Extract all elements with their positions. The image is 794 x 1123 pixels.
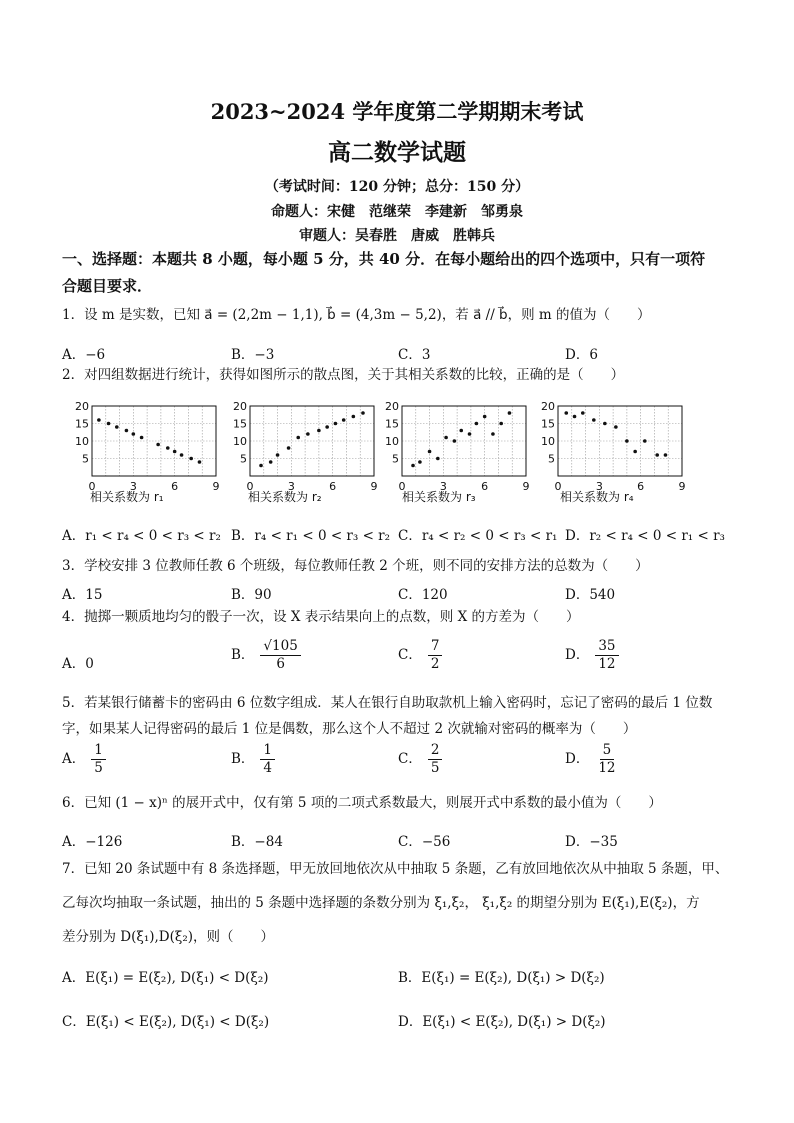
q5-option-d-den: 12 <box>598 760 616 776</box>
setters: 命题人：宋健 范继荣 李建新 邹勇泉 <box>271 204 523 220</box>
y-tick-label: 5 <box>240 452 247 466</box>
y-tick-label: 20 <box>541 400 555 413</box>
data-point <box>483 415 487 419</box>
q5-option-c-prefix: C． <box>398 751 422 767</box>
q1-option-a: A．−6 <box>62 347 106 363</box>
q1-option-d: D．6 <box>565 347 598 363</box>
data-point <box>296 436 300 440</box>
data-point <box>156 443 160 447</box>
data-point <box>361 411 365 415</box>
q5-line2: 字，如果某人记得密码的最后 1 位是偶数，那么这个人不超过 2 次就输对密码的概率为（ ） <box>62 721 637 737</box>
data-point <box>643 439 647 443</box>
chart-label-r1: 相关系数为 r₁ <box>90 490 164 504</box>
data-point <box>198 460 202 464</box>
q5-option-c <box>398 742 442 777</box>
y-tick-label: 20 <box>75 400 89 413</box>
chart-label-r3: 相关系数为 r₃ <box>402 490 476 504</box>
q5-option-d <box>565 742 619 777</box>
x-tick-label: 0 <box>246 480 254 493</box>
data-point <box>603 422 607 426</box>
y-tick-label: 15 <box>385 417 399 431</box>
q4-option-c <box>398 638 442 673</box>
q1-option-c: C．3 <box>398 347 431 363</box>
x-tick-label: 6 <box>637 480 645 493</box>
question-6: 6．已知 (1 − x)ⁿ 的展开式中，仅有第 5 项的二项式系数最大，则展开式中系数的最小值为（ ） <box>62 795 662 811</box>
x-tick-label: 6 <box>329 480 337 493</box>
x-tick-label: 6 <box>171 480 179 493</box>
data-point <box>655 453 659 457</box>
data-point <box>625 439 629 443</box>
y-tick-label: 5 <box>548 452 555 466</box>
data-point <box>325 425 329 429</box>
data-point <box>444 436 448 440</box>
q6-option-d: D．−35 <box>565 834 618 850</box>
q5-option-b-num: 1 <box>260 742 275 760</box>
q5-option-b-prefix: B． <box>231 751 255 767</box>
q6-option-c: C．−56 <box>398 834 451 850</box>
q4-option-b-prefix: B． <box>231 647 255 663</box>
q5-option-c-num: 2 <box>428 742 443 760</box>
data-point <box>189 457 193 461</box>
q4-option-a: A．0 <box>62 656 94 672</box>
question-2: 2．对四组数据进行统计，获得如图所示的散点图，关于其相关系数的比较，正确的是（ ） <box>62 367 625 383</box>
y-tick-label: 20 <box>233 400 247 413</box>
y-tick-label: 20 <box>385 400 399 413</box>
question-7 <box>62 852 752 954</box>
q7-option-a: A．E(ξ₁) = E(ξ₂), D(ξ₁) < D(ξ₂) <box>62 970 269 986</box>
question-5 <box>62 690 752 742</box>
data-point <box>180 453 184 457</box>
q5-line1: 5．若某银行储蓄卡的密码由 6 位数字组成．某人在银行自助取款机上输入密码时，忘记了密码的最后 1 位数 <box>62 695 713 711</box>
data-point <box>259 464 263 468</box>
data-point <box>573 415 577 419</box>
q4-option-c-prefix: C． <box>398 647 422 663</box>
q7-line2: 乙每次均抽取一条试题，抽出的 5 条题中选择题的条数分别为 ξ₁,ξ₂， ξ₁,ξ₂ 的期望分别为 E(ξ₁),E(ξ₂)，方 <box>62 895 700 911</box>
data-point <box>97 418 101 422</box>
q4-option-d-den: 12 <box>598 656 616 672</box>
q3-option-a: A．15 <box>62 587 103 603</box>
data-point <box>342 418 346 422</box>
y-tick-label: 10 <box>233 435 247 448</box>
q4-option-d-prefix: D． <box>565 647 590 663</box>
y-tick-label: 5 <box>82 452 89 466</box>
data-point <box>508 411 512 415</box>
data-point <box>334 422 338 426</box>
data-point <box>499 422 503 426</box>
data-point <box>592 418 596 422</box>
data-point <box>564 411 568 415</box>
q4-option-c-den: 2 <box>430 656 440 672</box>
q5-option-d-prefix: D． <box>565 751 590 767</box>
q5-option-a <box>62 742 106 777</box>
x-tick-label: 3 <box>129 480 137 493</box>
data-point <box>633 450 637 454</box>
section1-line1: 一、选择题：本题共 8 小题，每小题 5 分，共 40 分．在每小题给出的四个选项中，只有一项符 <box>62 250 706 268</box>
data-point <box>276 453 280 457</box>
data-point <box>115 425 119 429</box>
chart-label-r2: 相关系数为 r₂ <box>248 490 322 504</box>
data-point <box>125 429 129 433</box>
data-point <box>306 432 310 436</box>
y-tick-label: 15 <box>75 417 89 431</box>
data-point <box>459 429 463 433</box>
exam-subtitle: 高二数学试题 <box>328 139 466 166</box>
q2-option-a: A．r₁ < r₄ < 0 < r₃ < r₂ <box>62 528 221 544</box>
data-point <box>132 432 136 436</box>
question-1: 1．设 m 是实数，已知 a⃗ = (2,2m − 1,1), b⃗ = (4,3m − 5,2)，若 a⃗ // b⃗，则 m 的值为（ ） <box>62 307 651 323</box>
x-tick-label: 3 <box>287 480 295 493</box>
q7-option-d: D．E(ξ₁) < E(ξ₂), D(ξ₁) > D(ξ₂) <box>398 1014 606 1030</box>
x-tick-label: 0 <box>398 480 406 493</box>
x-tick-label: 3 <box>595 480 603 493</box>
q4-option-b-num: √105 <box>260 638 300 656</box>
section1-title <box>62 246 742 300</box>
y-tick-label: 10 <box>75 435 89 448</box>
q4-option-c-num: 7 <box>428 638 443 656</box>
section1-line2: 合题目要求． <box>62 277 153 295</box>
chart-label-r4: 相关系数为 r₄ <box>560 490 634 504</box>
exam-info: （考试时间：120 分钟；总分：150 分） <box>264 179 530 195</box>
data-point <box>475 422 479 426</box>
q4-option-d-num: 35 <box>595 638 618 656</box>
data-point <box>287 446 291 450</box>
x-tick-label: 9 <box>678 480 686 493</box>
x-tick-label: 9 <box>212 480 220 493</box>
question-4: 4．抛掷一颗质地均匀的骰子一次，设 X 表示结果向上的点数，则 X 的方差为（ ） <box>62 609 580 625</box>
y-tick-label: 5 <box>392 452 399 466</box>
q3-option-b: B．90 <box>231 587 272 603</box>
y-tick-label: 10 <box>385 435 399 448</box>
data-point <box>269 460 273 464</box>
x-tick-label: 6 <box>481 480 489 493</box>
data-point <box>491 432 495 436</box>
data-point <box>418 460 422 464</box>
exam-title: 2023~2024 学年度第二学期期末考试 <box>210 99 584 124</box>
q6-option-b: B．−84 <box>231 834 283 850</box>
x-tick-label: 0 <box>88 480 96 493</box>
q7-line3: 差分别为 D(ξ₁),D(ξ₂)，则（ ） <box>62 929 274 945</box>
q5-option-d-num: 5 <box>600 742 615 760</box>
q2-option-b: B．r₄ < r₁ < 0 < r₃ < r₂ <box>231 528 391 544</box>
data-point <box>411 464 415 468</box>
data-point <box>107 422 111 426</box>
data-point <box>317 429 321 433</box>
q1-option-b: B．−3 <box>231 347 275 363</box>
data-point <box>453 439 457 443</box>
data-point <box>166 446 170 450</box>
q7-option-c: C．E(ξ₁) < E(ξ₂), D(ξ₁) < D(ξ₂) <box>62 1014 270 1030</box>
q4-option-b-den: 6 <box>276 656 285 672</box>
data-point <box>664 453 668 457</box>
q3-option-c: C．120 <box>398 587 448 603</box>
reviewers: 审题人：吴春胜 唐威 胜韩兵 <box>299 228 495 244</box>
data-point <box>468 432 472 436</box>
q6-option-a: A．−126 <box>62 834 123 850</box>
q2-option-d: D．r₂ < r₄ < 0 < r₁ < r₃ <box>565 528 725 544</box>
data-point <box>140 436 144 440</box>
y-tick-label: 15 <box>541 417 555 431</box>
data-point <box>428 450 432 454</box>
y-tick-label: 15 <box>233 417 247 431</box>
data-point <box>436 457 440 461</box>
q5-option-c-den: 5 <box>430 760 440 776</box>
q5-option-a-prefix: A． <box>62 751 86 767</box>
data-point <box>352 415 356 419</box>
data-point <box>173 450 177 454</box>
q5-option-a-num: 1 <box>91 742 106 760</box>
x-tick-label: 9 <box>370 480 378 493</box>
x-tick-label: 0 <box>554 480 562 493</box>
q5-option-b <box>231 742 275 777</box>
q5-option-a-den: 5 <box>94 760 103 776</box>
q4-option-d <box>565 638 619 673</box>
y-tick-label: 10 <box>541 435 555 448</box>
q4-option-b <box>231 638 301 673</box>
q7-line1: 7．已知 20 条试题中有 8 条选择题，甲无放回地依次从中抽取 5 条题，乙有放回地依次从中抽取 5 条题，甲、 <box>62 861 729 877</box>
data-point <box>614 425 618 429</box>
x-tick-label: 3 <box>439 480 447 493</box>
q3-option-d: D．540 <box>565 587 616 603</box>
q5-option-b-den: 4 <box>263 760 273 776</box>
q7-option-b: B．E(ξ₁) = E(ξ₂), D(ξ₁) > D(ξ₂) <box>398 970 605 986</box>
q2-option-c: C．r₄ < r₂ < 0 < r₃ < r₁ <box>398 528 558 544</box>
question-3: 3．学校安排 3 位教师任教 6 个班级，每位教师任教 2 个班，则不同的安排方法的总数为（ ） <box>62 558 649 574</box>
data-point <box>581 411 585 415</box>
x-tick-label: 9 <box>522 480 530 493</box>
